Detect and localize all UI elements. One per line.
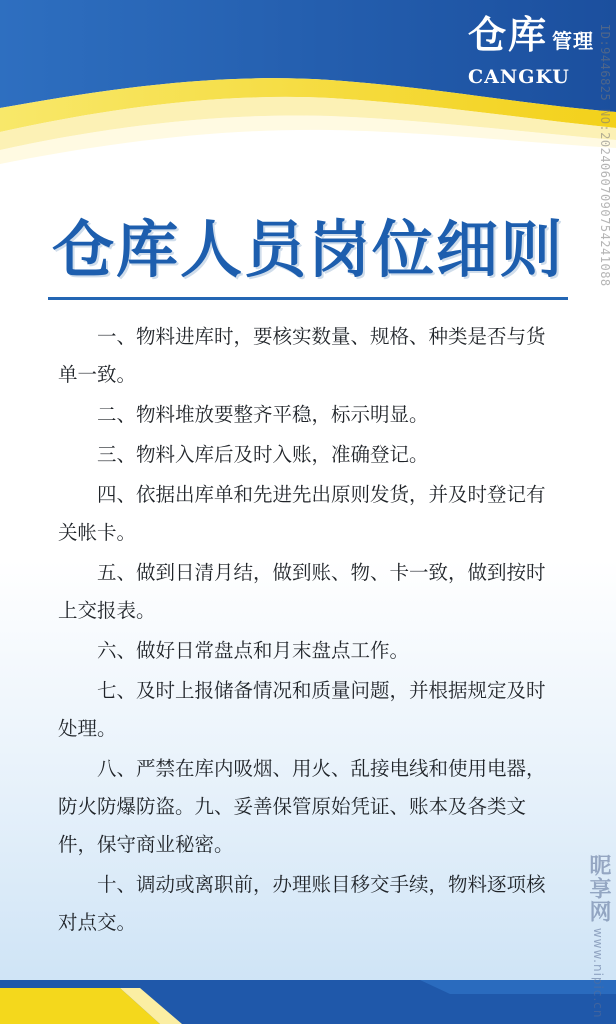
brand-title: 仓库 管理	[467, 12, 594, 57]
brand-logo	[468, 12, 594, 88]
rule-item: 十、调动或离职前，办理账目移交手续，物料逐项核对点交。	[58, 873, 546, 934]
brand-english: CANGKU	[467, 66, 570, 88]
rule-item: 一、物料进库时，要核实数量、规格、种类是否与货单一致。	[58, 325, 546, 386]
title-divider	[48, 297, 568, 300]
rule-item: 六、做好日常盘点和月末盘点工作。	[97, 639, 410, 662]
image-id-watermark: ID:9446825 NO:20240607090754241088	[598, 24, 612, 287]
rules-list	[58, 318, 558, 944]
rule-item: 七、及时上报储备情况和质量问题，并根据规定及时处理。	[58, 679, 546, 740]
site-watermark: 昵享网 www.nipic.cn	[586, 853, 611, 1018]
rule-item: 八、严禁在库内吸烟、用火、乱接电线和使用电器，防火防爆防盗。九、妥善保管原始凭证、账本及各类文件，保守商业秘密。	[58, 757, 546, 856]
rule-item: 四、依据出库单和先进先出原则发货，并及时登记有关帐卡。	[58, 483, 546, 544]
page-title: 仓库人员岗位细则	[51, 213, 564, 286]
rule-item: 五、做到日清月结，做到账、物、卡一致，做到按时上交报表。	[58, 561, 546, 622]
rule-item: 三、物料入库后及时入账，准确登记。	[97, 443, 429, 466]
footer-stripe-decoration	[0, 980, 616, 1024]
rule-item: 二、物料堆放要整齐平稳，标示明显。	[97, 403, 429, 426]
